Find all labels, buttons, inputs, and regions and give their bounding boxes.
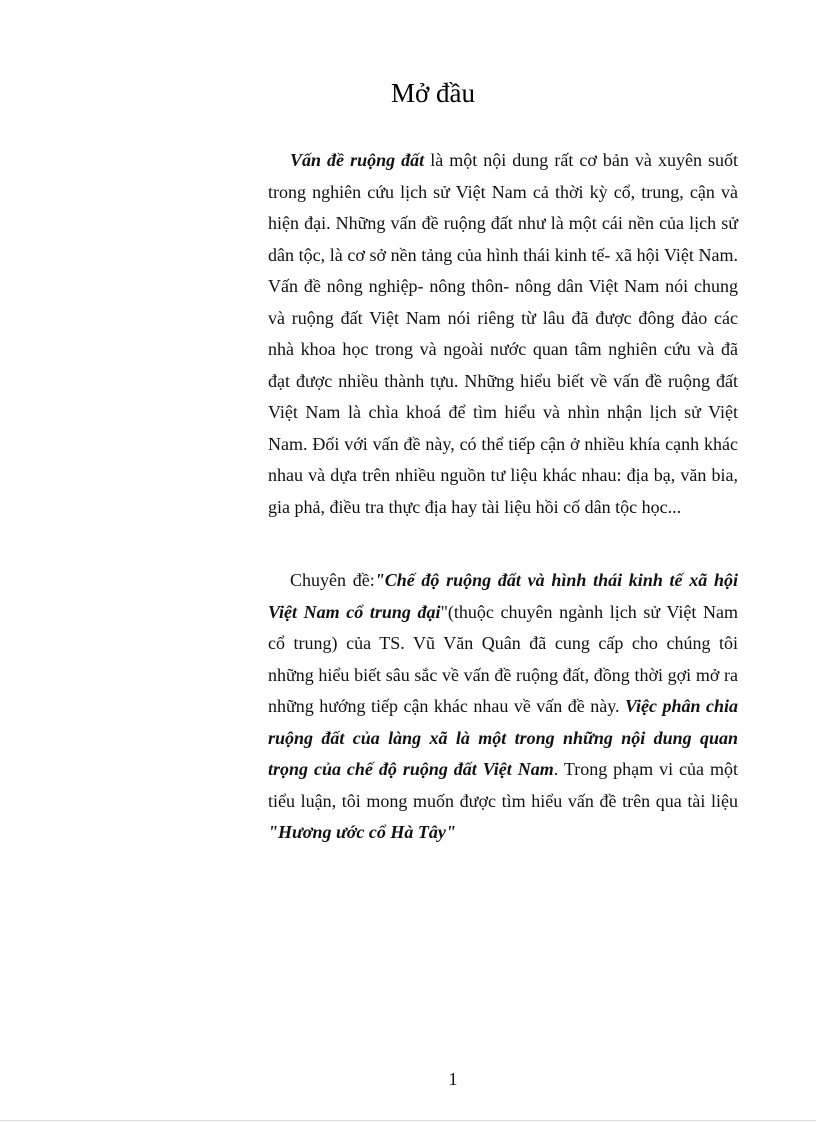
page-title: Mở đầu <box>390 78 476 108</box>
paragraph-1-text: là một nội dung rất cơ bản và xuyên suốt trong nghiên cứu lịch sử Việt Nam cả thời kỳ cổ, trung, cận và hiện đại. Những vấn đề ruộng đất như là một cái nền của lịch sử dân tộc, là cơ sở nền tảng của hình thái kinh tế- xã hội Việt Nam. Vấn đề nông nghiệp- nông thôn- nông dân Việt Nam nói chung và ruộng đất Việt Nam nói riêng từ lâu đã được đông đảo các nhà khoa học trong và ngoài nước quan tâm nghiên cứu và đã đạt được nhiều thành tựu. Những hiểu biết về vấn đề ruộng đất Việt Nam là chìa khoá để tìm hiểu và nhìn nhận lịch sử Việt Nam. Đối với vấn đề này, có thể tiếp cận ở nhiều khía cạnh khác nhau và dựa trên nhiều nguồn tư liệu khác nhau: địa bạ, văn bia, gia phả, điều tra thực địa hay tài liệu hồi cố dân tộc học... <box>268 150 738 517</box>
source-title: "Hương ước cổ Hà Tây" <box>268 822 456 842</box>
topic-prefix: Chuyên đề: <box>290 570 375 590</box>
paragraph-2-text-2: . Trong phạm vi của một tiểu luận, tôi mong muốn được tìm hiểu vấn đề trên qua tài liệu <box>268 759 738 811</box>
topic-title: "Chế độ ruộng đất và hình thái kinh tế xã hội Việt Nam cổ trung đại <box>268 570 738 622</box>
emphasis-sentence: Việc phân chia ruộng đất của làng xã là một trong những nội dung quan trọng của chế độ ruộng đất Việt Nam <box>268 696 738 779</box>
intro-paragraph-1 <box>268 145 738 523</box>
lead-phrase: Vấn đề ruộng đất <box>290 150 425 170</box>
paragraph-2-text-1: "(thuộc chuyên ngành lịch sử Việt Nam cổ trung) của TS. Vũ Văn Quân đã cung cấp cho chúng tôi những hiểu biết sâu sắc về vấn đề ruộng đất, đồng thời gợi mở ra những hướng tiếp cận khác nhau về vấn đề này. <box>268 601 738 716</box>
page-number: 1 <box>448 1069 458 1089</box>
page-bottom-divider <box>0 1120 816 1121</box>
intro-paragraph-2 <box>268 565 738 849</box>
